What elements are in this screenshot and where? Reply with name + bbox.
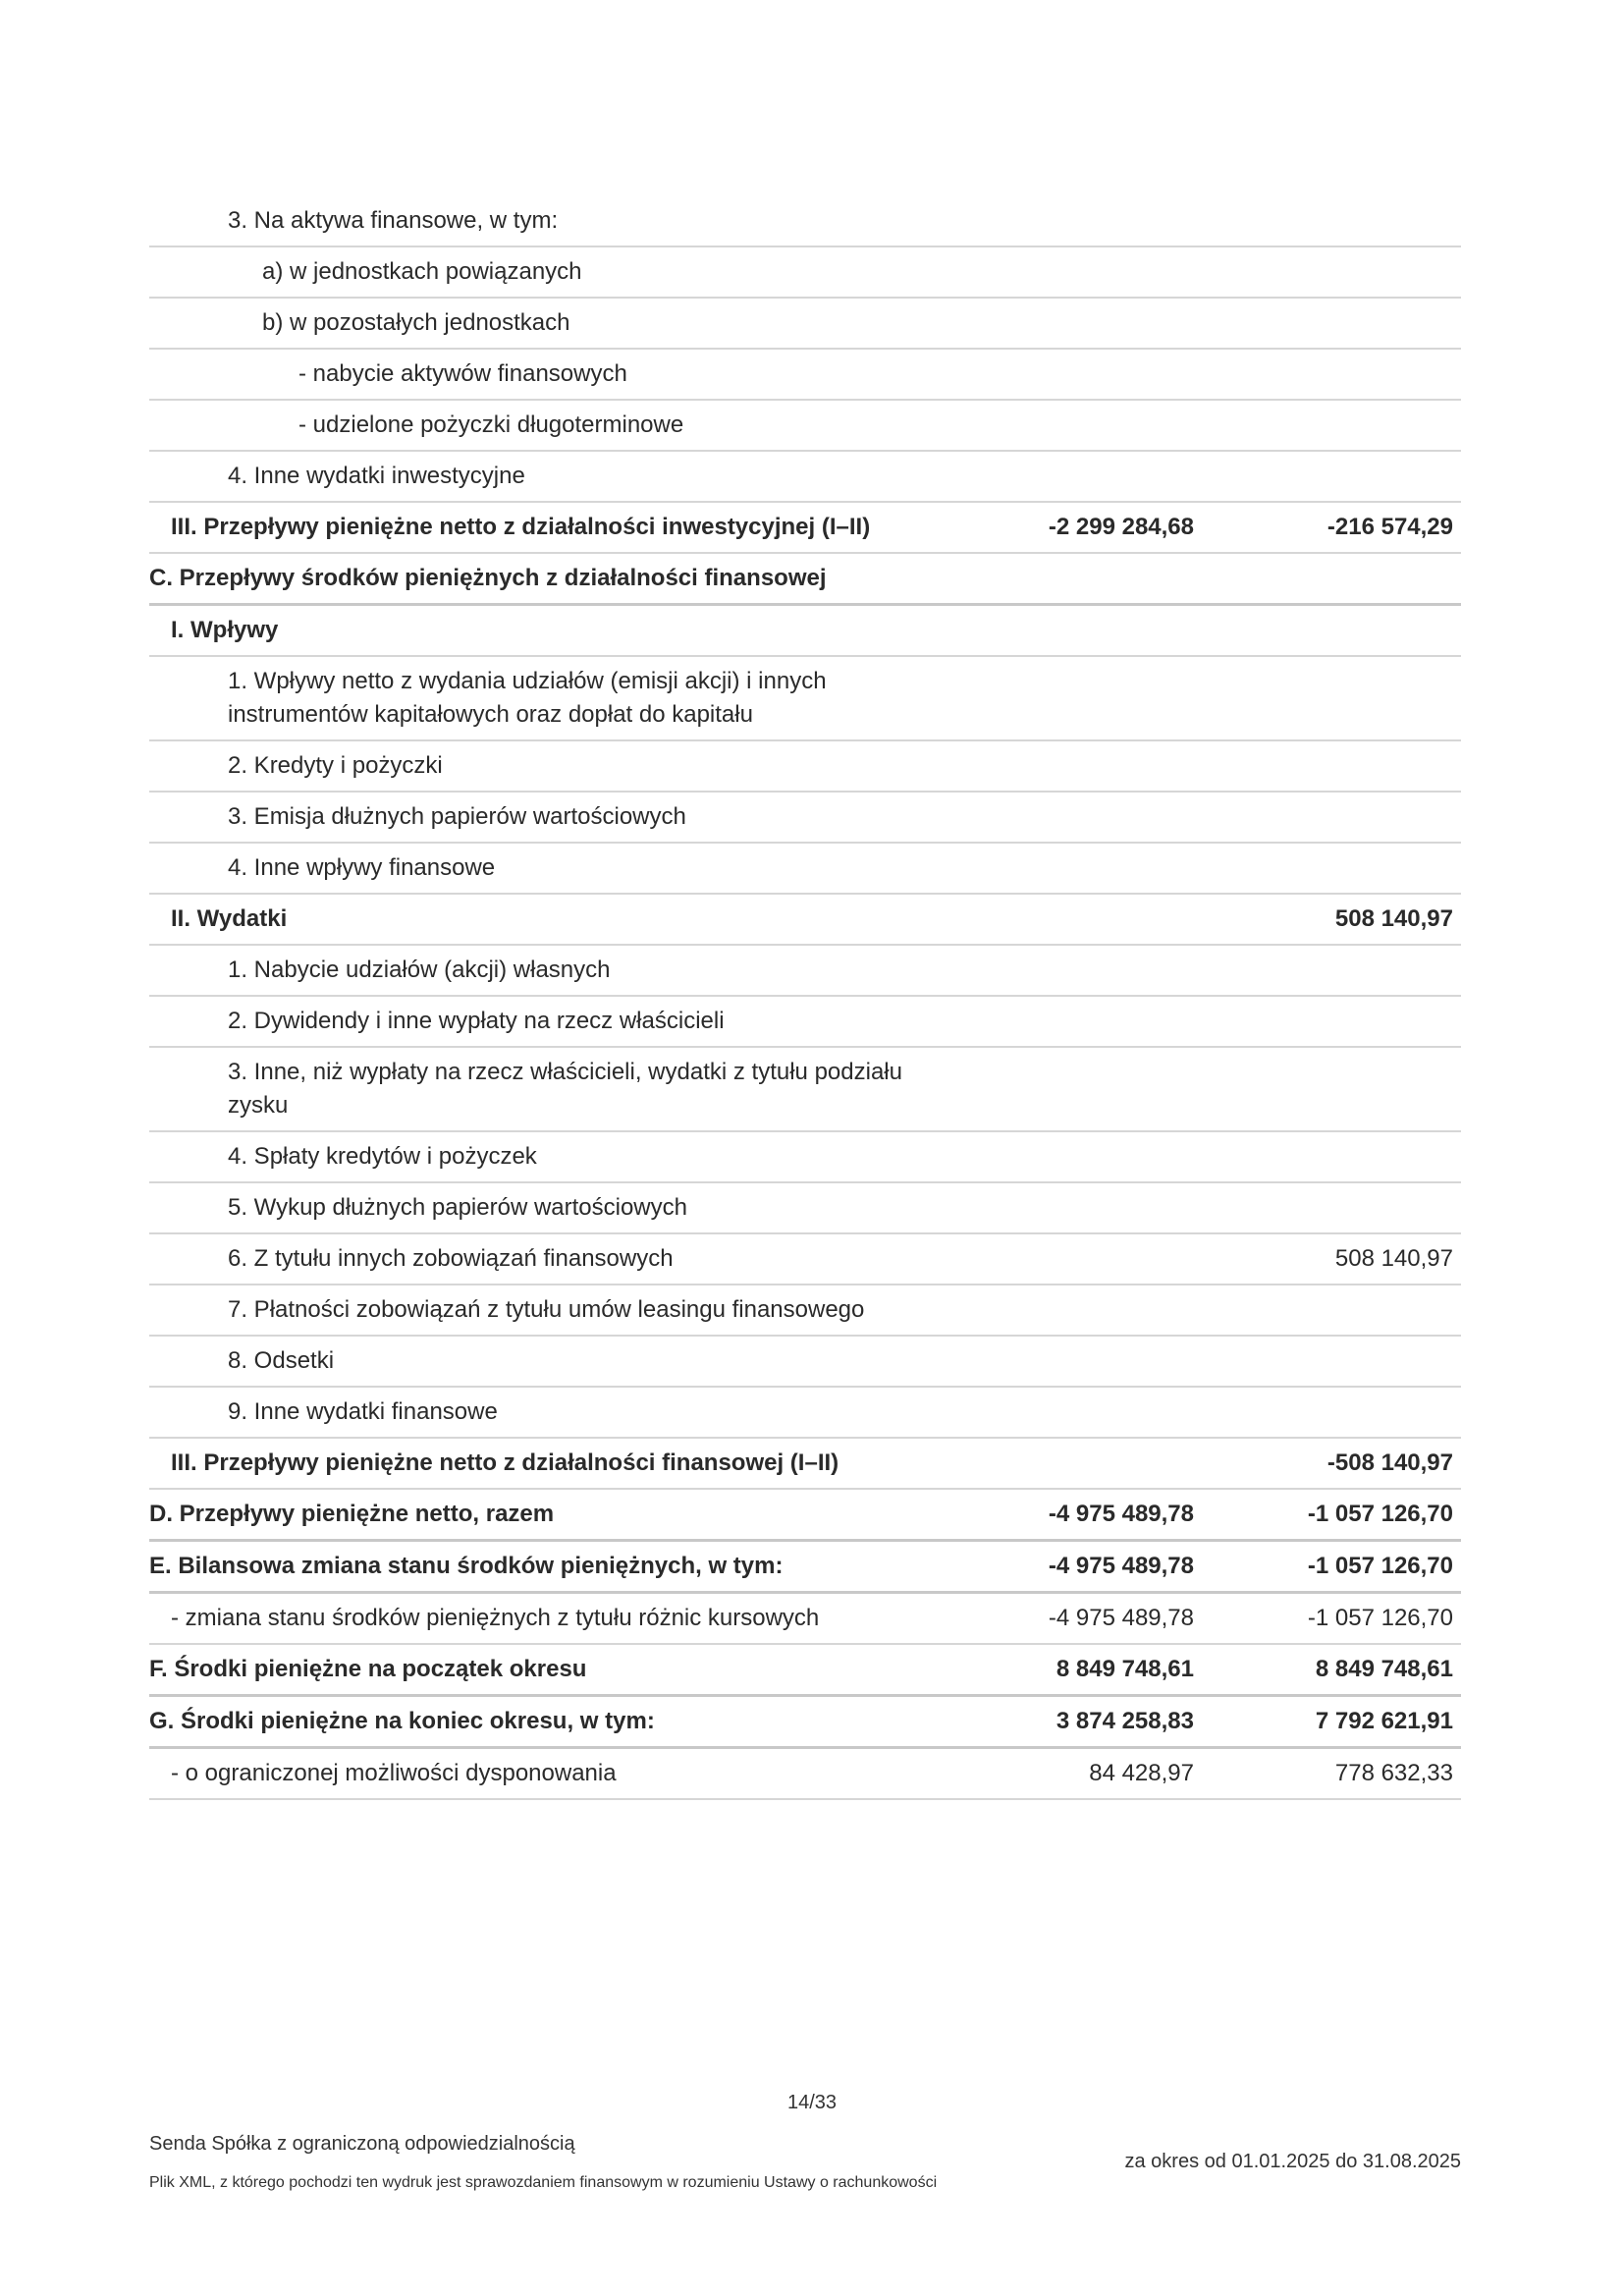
row-label: 6. Z tytułu innych zobowiązań finansowych — [228, 1245, 674, 1272]
row-label: 4. Inne wpływy finansowe — [228, 854, 496, 881]
legal-note: Plik XML, z którego pochodzi ten wydruk jest sprawozdaniem finansowym w rozumieniu Ustawy o rachunkowości — [149, 2174, 938, 2191]
table-row — [149, 196, 1461, 247]
table-row — [149, 452, 1461, 503]
table-row — [149, 401, 1461, 452]
row-label: D. Przepływy pieniężne netto, razem — [149, 1501, 555, 1527]
table-row — [149, 1542, 1461, 1594]
table-row — [149, 1285, 1461, 1337]
previous-period-value: 508 140,97 — [1334, 905, 1453, 932]
table-row — [149, 997, 1461, 1048]
current-period-value: -4 975 489,78 — [1048, 1553, 1194, 1579]
row-label: III. Przepływy pieniężne netto z działalności finansowej (I–II) — [171, 1449, 839, 1476]
table-row — [149, 1388, 1461, 1439]
row-label: 7. Płatności zobowiązań z tytułu umów leasingu finansowego — [228, 1296, 865, 1323]
table-row — [149, 503, 1461, 554]
table-row — [149, 1697, 1461, 1749]
table-row — [149, 946, 1461, 997]
table-row — [149, 554, 1461, 606]
current-period-value: -4 975 489,78 — [1048, 1605, 1194, 1631]
current-period-value: 84 428,97 — [1089, 1760, 1194, 1786]
table-row — [149, 895, 1461, 946]
table-row — [149, 1490, 1461, 1542]
row-label: III. Przepływy pieniężne netto z działalności inwestycyjnej (I–II) — [171, 514, 871, 540]
row-label: a) w jednostkach powiązanych — [262, 258, 582, 285]
table-row — [149, 657, 1461, 741]
table-row — [149, 1183, 1461, 1234]
previous-period-value: 7 792 621,91 — [1315, 1708, 1453, 1734]
current-period-value: 8 849 748,61 — [1056, 1656, 1194, 1682]
row-label: 4. Spłaty kredytów i pożyczek — [228, 1143, 537, 1170]
current-period-value: -4 975 489,78 — [1048, 1501, 1194, 1527]
reporting-period: za okres od 01.01.2025 do 31.08.2025 — [1124, 2151, 1461, 2172]
row-label: 8. Odsetki — [228, 1347, 335, 1374]
row-label: II. Wydatki — [171, 905, 288, 932]
page-number: 14/33 — [786, 2092, 838, 2113]
table-row — [149, 299, 1461, 350]
table-row — [149, 844, 1461, 895]
table-row — [149, 606, 1461, 657]
previous-period-value: -1 057 126,70 — [1307, 1553, 1453, 1579]
table-row — [149, 1048, 1461, 1132]
previous-period-value: -508 140,97 — [1326, 1449, 1453, 1476]
row-label: 1. Nabycie udziałów (akcji) własnych — [228, 957, 611, 983]
row-label: - nabycie aktywów finansowych — [298, 360, 627, 387]
row-label: C. Przepływy środków pieniężnych z działalności finansowej — [149, 565, 827, 591]
row-label: 2. Dywidendy i inne wypłaty na rzecz właścicieli — [228, 1008, 725, 1034]
previous-period-value: -1 057 126,70 — [1307, 1605, 1453, 1631]
table-row — [149, 350, 1461, 401]
table-row — [149, 1594, 1461, 1645]
row-label: 3. Emisja dłużnych papierów wartościowych — [228, 803, 686, 830]
table-row — [149, 1337, 1461, 1388]
row-label: 3. Na aktywa finansowe, w tym: — [228, 207, 559, 234]
row-label: - zmiana stanu środków pieniężnych z tytułu różnic kursowych — [171, 1605, 820, 1631]
row-label: 2. Kredyty i pożyczki — [228, 752, 443, 779]
table-row — [149, 741, 1461, 793]
previous-period-value: -216 574,29 — [1326, 514, 1453, 540]
table-row — [149, 793, 1461, 844]
table-row — [149, 247, 1461, 299]
previous-period-value: -1 057 126,70 — [1307, 1501, 1453, 1527]
table-row — [149, 1234, 1461, 1285]
row-label: - o ograniczonej możliwości dysponowania — [171, 1760, 617, 1786]
row-label: 3. Inne, niż wypłaty na rzecz właścicieli, wydatki z tytułu podziału zysku — [228, 1059, 902, 1119]
row-label: - udzielone pożyczki długoterminowe — [298, 411, 684, 438]
previous-period-value: 508 140,97 — [1334, 1245, 1453, 1272]
row-label: I. Wpływy — [171, 617, 279, 643]
row-label: 5. Wykup dłużnych papierów wartościowych — [228, 1194, 687, 1221]
current-period-value: 3 874 258,83 — [1056, 1708, 1194, 1734]
previous-period-value: 8 849 748,61 — [1315, 1656, 1453, 1682]
table-row — [149, 1749, 1461, 1800]
row-label: b) w pozostałych jednostkach — [262, 309, 570, 336]
table-row — [149, 1132, 1461, 1183]
company-name: Senda Spółka z ograniczoną odpowiedzialnością — [149, 2133, 575, 2155]
previous-period-value: 778 632,33 — [1334, 1760, 1453, 1786]
table-row — [149, 1439, 1461, 1490]
row-label: G. Środki pieniężne na koniec okresu, w tym: — [149, 1708, 655, 1734]
row-label: 4. Inne wydatki inwestycyjne — [228, 463, 525, 489]
row-label: 1. Wpływy netto z wydania udziałów (emisji akcji) i innych instrumentów kapitałowych oraz dopłat do kapitału — [228, 668, 827, 728]
current-period-value: -2 299 284,68 — [1048, 514, 1194, 540]
footer-left — [149, 2129, 937, 2196]
row-label: F. Środki pieniężne na początek okresu — [149, 1656, 587, 1682]
row-label: E. Bilansowa zmiana stanu środków pieniężnych, w tym: — [149, 1553, 784, 1579]
row-label: 9. Inne wydatki finansowe — [228, 1398, 498, 1425]
cash-flow-table — [149, 196, 1461, 1800]
table-row — [149, 1645, 1461, 1697]
